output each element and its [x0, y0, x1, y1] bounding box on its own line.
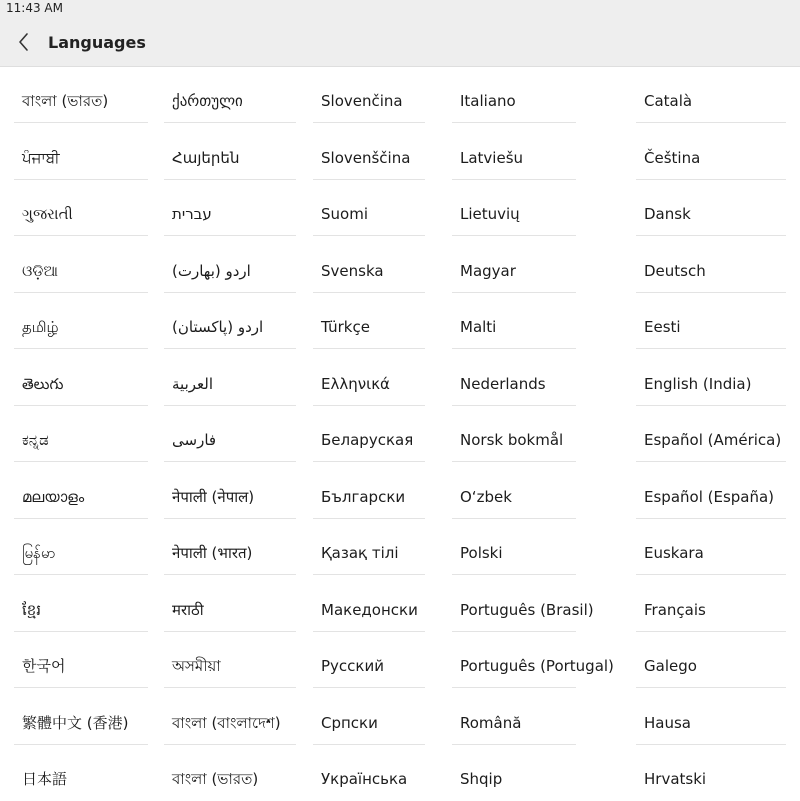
language-item[interactable]	[14, 519, 148, 575]
language-item[interactable]	[164, 689, 296, 745]
language-label: Eesti	[644, 318, 681, 336]
language-item[interactable]	[164, 406, 296, 462]
language-label: मराठी	[172, 600, 204, 619]
language-item[interactable]	[313, 67, 425, 123]
language-label: ಕನ್ನಡ	[22, 431, 49, 449]
language-item[interactable]	[313, 689, 425, 745]
language-item[interactable]	[164, 745, 296, 801]
language-item[interactable]	[313, 576, 425, 632]
language-item[interactable]	[164, 67, 296, 123]
language-item[interactable]	[636, 689, 786, 745]
language-label: Қазақ тілі	[321, 544, 399, 562]
status-time: 11:43 AM	[6, 1, 63, 15]
language-label: Español (América)	[644, 431, 782, 449]
language-item[interactable]	[14, 576, 148, 632]
language-label: Српски	[321, 713, 378, 732]
language-item[interactable]	[313, 406, 425, 462]
language-item[interactable]	[14, 406, 148, 462]
language-item[interactable]	[452, 124, 576, 180]
language-item[interactable]	[452, 632, 614, 688]
language-label: বাংলা (ভারত)	[172, 770, 259, 788]
language-label: Français	[644, 600, 706, 619]
language-item[interactable]	[313, 293, 425, 349]
language-label: 繁體中文 (香港)	[22, 713, 129, 732]
language-item[interactable]	[636, 67, 786, 123]
language-item[interactable]	[313, 180, 425, 236]
language-grid	[0, 67, 800, 800]
language-label: Slovenščina	[321, 148, 411, 167]
language-item[interactable]	[164, 463, 296, 519]
language-label: नेपाली (नेपाल)	[172, 487, 255, 506]
language-label: Magyar	[460, 261, 516, 280]
language-label: Shqip	[460, 770, 503, 788]
language-label: English (India)	[644, 374, 752, 393]
language-item[interactable]	[452, 180, 576, 236]
language-label: 日本語	[22, 770, 68, 788]
language-label: Hausa	[644, 713, 691, 732]
language-label: Ελληνικά	[321, 374, 390, 393]
language-item[interactable]	[14, 350, 148, 406]
language-label: বাংলা (ভারত)	[22, 92, 109, 110]
language-item[interactable]	[164, 576, 296, 632]
language-label: Македонски	[321, 600, 418, 619]
language-label: Türkçe	[321, 318, 370, 336]
language-item[interactable]	[636, 237, 786, 293]
language-label: Català	[644, 92, 693, 110]
language-item[interactable]	[636, 463, 786, 519]
language-item[interactable]	[636, 632, 786, 688]
language-item[interactable]	[14, 180, 148, 236]
language-item[interactable]	[452, 519, 576, 575]
language-label: বাংলা (বাংলাদেশ)	[172, 713, 281, 732]
language-label: Български	[321, 487, 406, 506]
language-item[interactable]	[14, 745, 148, 801]
language-label: မြန်မာ	[22, 544, 56, 562]
language-item[interactable]	[452, 689, 576, 745]
language-label: Hrvatski	[644, 770, 707, 788]
language-label: Polski	[460, 544, 503, 562]
language-label: Română	[460, 713, 522, 732]
language-label: עברית	[172, 205, 212, 223]
language-label: Русский	[321, 657, 384, 675]
language-item[interactable]	[452, 576, 594, 632]
language-label: Беларуская	[321, 431, 414, 449]
language-item[interactable]	[14, 463, 148, 519]
language-label: தமிழ்	[22, 318, 59, 336]
language-item[interactable]	[164, 293, 296, 349]
language-label: ଓଡ଼ିଆ	[22, 261, 58, 280]
language-item[interactable]	[636, 745, 786, 801]
language-label: العربية	[172, 374, 213, 393]
language-label: Latviešu	[460, 148, 524, 167]
language-label: فارسی	[172, 431, 217, 449]
language-item[interactable]	[452, 406, 576, 462]
language-item[interactable]	[636, 519, 786, 575]
language-item[interactable]	[636, 293, 786, 349]
language-label: Suomi	[321, 205, 368, 223]
language-item[interactable]	[452, 745, 576, 801]
language-label: Հայերեն	[172, 148, 240, 167]
language-label: Euskara	[644, 544, 704, 562]
language-item[interactable]	[636, 406, 786, 462]
status-bar	[0, 0, 800, 18]
language-label: ਪੰਜਾਬੀ	[22, 148, 60, 167]
language-item[interactable]	[313, 745, 425, 801]
language-label: Italiano	[460, 92, 516, 110]
language-label: नेपाली (भारत)	[172, 544, 253, 562]
language-label: తెలుగు	[22, 374, 64, 393]
language-label: Español (España)	[644, 487, 775, 506]
language-item[interactable]	[14, 632, 148, 688]
language-label: Galego	[644, 657, 697, 675]
language-item[interactable]	[164, 350, 296, 406]
language-item[interactable]	[14, 67, 148, 123]
language-label: অসমীয়া	[172, 657, 221, 675]
language-item[interactable]	[14, 293, 148, 349]
language-label: Українська	[321, 770, 408, 788]
language-item[interactable]	[636, 576, 786, 632]
language-item[interactable]	[313, 463, 425, 519]
language-item[interactable]	[636, 350, 786, 406]
page-title: Languages	[48, 33, 146, 52]
language-item[interactable]	[452, 67, 576, 123]
language-label: Português (Portugal)	[460, 657, 614, 675]
language-item[interactable]	[14, 237, 148, 293]
language-item[interactable]	[164, 519, 296, 575]
language-item[interactable]	[14, 689, 148, 745]
language-label: ગુજરાતી	[22, 205, 73, 223]
language-label: Norsk bokmål	[460, 431, 564, 449]
language-item[interactable]	[164, 632, 296, 688]
language-label: Slovenčina	[321, 92, 403, 110]
language-item[interactable]	[636, 180, 786, 236]
language-item[interactable]	[452, 237, 576, 293]
language-label: Lietuvių	[460, 205, 520, 223]
language-item[interactable]	[452, 350, 576, 406]
language-item[interactable]	[313, 124, 425, 180]
language-label: Malti	[460, 318, 497, 336]
language-item[interactable]	[164, 124, 296, 180]
language-item[interactable]	[164, 180, 296, 236]
language-label: ქართული	[172, 92, 243, 110]
language-label: Čeština	[644, 148, 701, 167]
language-item[interactable]	[14, 124, 148, 180]
language-item[interactable]	[636, 124, 786, 180]
language-label: Nederlands	[460, 374, 546, 393]
language-label: اردو (پاکستان)	[172, 318, 264, 336]
language-label: Dansk	[644, 205, 691, 223]
language-item[interactable]	[452, 463, 576, 519]
language-label: Deutsch	[644, 261, 706, 280]
language-label: 한국어	[22, 657, 66, 675]
language-item[interactable]	[313, 350, 425, 406]
chevron-left-icon	[12, 30, 36, 54]
language-label: മലയാളം	[22, 487, 85, 506]
language-label: O‘zbek	[460, 487, 512, 506]
language-item[interactable]	[452, 293, 576, 349]
language-label: اردو (بھارت)	[172, 261, 251, 280]
language-label: Português (Brasil)	[460, 600, 594, 619]
language-item[interactable]	[313, 237, 425, 293]
language-label: Svenska	[321, 261, 384, 280]
language-item[interactable]	[164, 237, 296, 293]
language-item[interactable]	[313, 519, 425, 575]
language-item[interactable]	[313, 632, 425, 688]
language-label: ខ្មែរ	[22, 600, 42, 619]
app-bar	[0, 18, 800, 67]
back-button[interactable]	[12, 30, 36, 54]
